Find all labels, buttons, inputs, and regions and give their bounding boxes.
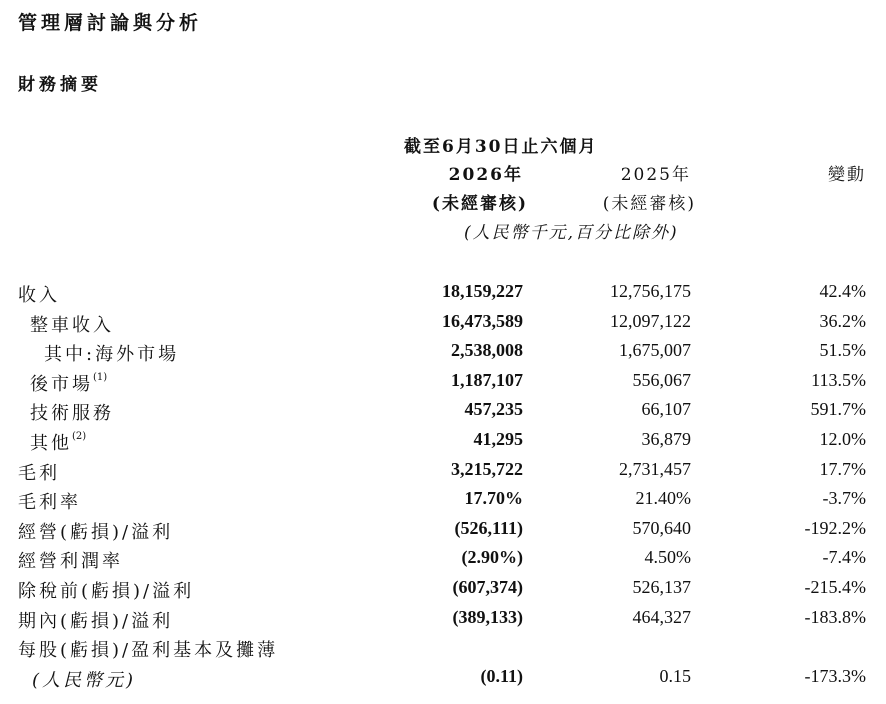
row-label xyxy=(30,429,86,455)
table-row xyxy=(0,340,886,370)
row-label-text: 經營利潤率 xyxy=(18,551,123,572)
value-2025: 0.15 xyxy=(659,666,691,686)
footnote-marker: (1) xyxy=(93,372,108,383)
table-row xyxy=(0,399,886,429)
row-label-text: 毛利 xyxy=(18,463,60,484)
value-2025: 12,097,122 xyxy=(610,311,691,331)
value-2025: 556,067 xyxy=(632,370,691,390)
value-2025: 21.40% xyxy=(635,488,691,508)
row-label xyxy=(30,370,107,396)
value-change: 591.7% xyxy=(810,399,866,419)
value-2026: 3,215,722 xyxy=(451,459,523,479)
value-2026: 17.70% xyxy=(464,488,523,508)
table-row xyxy=(0,488,886,518)
value-2025: 12,756,175 xyxy=(610,281,691,301)
value-2026: (526,111) xyxy=(454,518,523,538)
table-row xyxy=(0,607,886,637)
row-label xyxy=(44,340,179,366)
unit-note: (人民幣千元,百分比除外) xyxy=(464,223,679,243)
table-row xyxy=(0,311,886,341)
row-label-text: 毛利率 xyxy=(18,492,81,513)
table-row xyxy=(0,636,886,666)
value-2025: 464,327 xyxy=(632,607,691,627)
row-label xyxy=(18,518,173,544)
value-change: -3.7% xyxy=(822,488,866,508)
value-change: -215.4% xyxy=(804,577,866,597)
value-2025: 570,640 xyxy=(632,518,691,538)
row-label xyxy=(30,399,114,425)
row-label xyxy=(18,488,81,514)
value-change: -173.3% xyxy=(804,666,866,686)
row-label xyxy=(18,577,194,603)
value-change: -7.4% xyxy=(822,547,866,567)
table-row xyxy=(0,370,886,400)
table-row xyxy=(0,518,886,548)
value-2025: 1,675,007 xyxy=(619,340,691,360)
value-change: -183.8% xyxy=(804,607,866,627)
value-change: 12.0% xyxy=(819,429,866,449)
row-label xyxy=(18,547,123,573)
row-label-text: (人民幣元) xyxy=(32,670,137,691)
value-change: -192.2% xyxy=(804,518,866,538)
value-2026: (2.90%) xyxy=(461,547,523,567)
value-2026: (607,374) xyxy=(452,577,523,597)
value-2026: 16,473,589 xyxy=(442,311,523,331)
page-title: 管理層討論與分析 xyxy=(18,12,203,34)
row-label xyxy=(18,459,60,485)
row-label xyxy=(32,666,136,692)
row-label-text: 整車收入 xyxy=(30,315,114,336)
row-label xyxy=(18,607,173,633)
row-label xyxy=(18,636,278,662)
col-2025-audit-note: (未經審核) xyxy=(602,194,696,214)
value-2025: 66,107 xyxy=(641,399,691,419)
row-label-text: 除稅前(虧損)/溢利 xyxy=(18,581,195,602)
value-2025: 2,731,457 xyxy=(619,459,691,479)
row-label-text: 其中:海外市場 xyxy=(44,344,180,365)
table-row xyxy=(0,281,886,311)
value-change: 42.4% xyxy=(819,281,866,301)
table-row xyxy=(0,666,886,696)
value-2026: 18,159,227 xyxy=(442,281,523,301)
col-2025-year: 2025年 xyxy=(620,165,691,185)
value-2026: (389,133) xyxy=(452,607,523,627)
col-2026-year: 2026年 xyxy=(448,165,523,185)
row-label xyxy=(18,281,60,307)
value-2026: 1,187,107 xyxy=(451,370,523,390)
row-label-text: 經營(虧損)/溢利 xyxy=(18,522,174,543)
footnote-marker: (2) xyxy=(72,431,87,442)
table-row xyxy=(0,459,886,489)
table-row xyxy=(0,547,886,577)
row-label-text: 期內(虧損)/溢利 xyxy=(18,611,174,632)
value-change: 36.2% xyxy=(819,311,866,331)
value-change: 17.7% xyxy=(819,459,866,479)
value-2026: 2,538,008 xyxy=(451,340,523,360)
value-change: 51.5% xyxy=(819,340,866,360)
row-label-text: 每股(虧損)/盈利基本及攤薄 xyxy=(18,640,279,661)
col-change-header: 變動 xyxy=(828,165,866,185)
col-2026-audit-note: (未經審核) xyxy=(431,194,528,214)
value-2025: 4.50% xyxy=(644,547,691,567)
value-2025: 36,879 xyxy=(641,429,691,449)
table-row xyxy=(0,429,886,459)
row-label xyxy=(30,311,114,337)
value-2026: 457,235 xyxy=(464,399,523,419)
row-label-text: 收入 xyxy=(18,285,60,306)
value-2025: 526,137 xyxy=(632,577,691,597)
row-label-text: 技術服務 xyxy=(30,403,114,424)
row-label-text: 其他 xyxy=(30,433,72,454)
row-label-text: 後市場 xyxy=(30,374,93,395)
section-title: 財務摘要 xyxy=(18,75,102,95)
value-2026: 41,295 xyxy=(473,429,523,449)
table-row xyxy=(0,577,886,607)
period-header: 截至6月30日止六個月 xyxy=(404,137,598,157)
value-change: 113.5% xyxy=(811,370,866,390)
value-2026: (0.11) xyxy=(480,666,523,686)
